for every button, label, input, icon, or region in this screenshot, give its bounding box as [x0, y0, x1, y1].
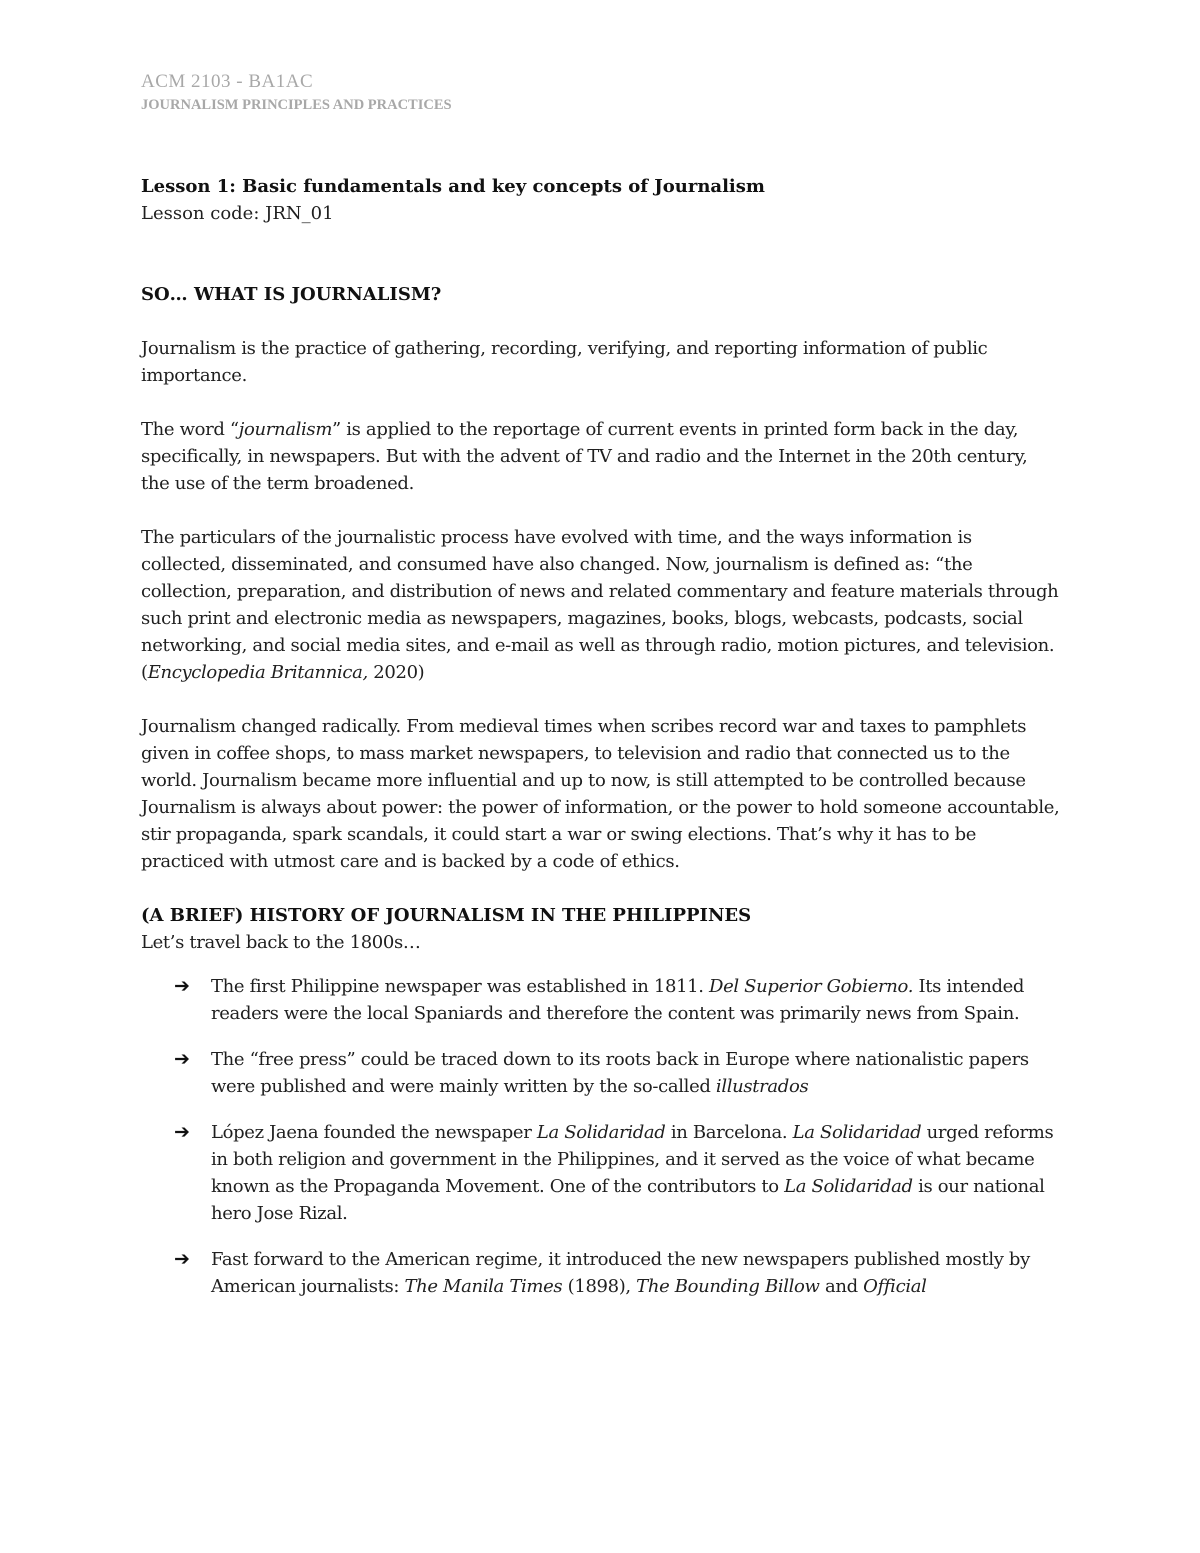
paragraph: Journalism changed radically. From medieval times when scribes record war and taxes to pamphlets given in coffee shops, to mass market newspapers, to television and radio that connected us to the world. Journalism became more influential and up to now, is still attempted to be controlled because Journalism is always about power: the power of information, or the power to hold someone accountable, stir propaganda, spark scandals, it could start a war or swing elections. That’s why it has to be practiced with utmost care and is backed by a code of ethics.	[141, 716, 1060, 872]
arrow-right-icon: ➔	[174, 1048, 190, 1070]
section-history	[141, 902, 1061, 1300]
list-item: ➔ The first Philippine newspaper was established in 1811. Del Superior Gobierno. Its intended readers were the local Spaniards and therefore the content was primarily news from Spain.	[174, 975, 1025, 1024]
section-what-is-journalism	[141, 281, 1061, 875]
document-page	[141, 70, 1061, 1319]
arrow-right-icon: ➔	[174, 975, 190, 997]
section-title: (A BRIEF) HISTORY OF JOURNALISM IN THE PHILIPPINES	[141, 905, 752, 926]
paragraph: The word “journalism” is applied to the reportage of current events in printed form back in the day, specifically, in newspapers. But with the advent of TV and radio and the Internet in the 20th century, the use of the term broadened.	[141, 419, 1028, 494]
list-item: ➔ López Jaena founded the newspaper La Solidaridad in Barcelona. La Solidaridad urged reforms in both religion and government in the Philippines, and it served as the voice of what became known as the Propaganda Movement. One of the contributors to La Solidaridad is our national hero Jose Rizal.	[174, 1121, 1054, 1224]
lesson-title: Lesson 1: Basic fundamentals and key concepts of Journalism	[141, 176, 765, 197]
lesson-heading	[141, 173, 1061, 227]
course-name: JOURNALISM PRINCIPLES AND PRACTICES	[141, 97, 452, 113]
course-code: ACM 2103 - BA1AC	[141, 71, 314, 92]
document-header	[141, 70, 1061, 116]
paragraph: The particulars of the journalistic process have evolved with time, and the ways information is collected, disseminated, and consumed have also changed. Now, journalism is defined as: “the collection, preparation, and distribution of news and related commentary and feature materials through such print and electronic media as newspapers, magazines, books, blogs, webcasts, podcasts, social networking, and social media sites, and e-mail as well as through radio, motion pictures, and television. (Encyclopedia Britannica, 2020)	[141, 527, 1059, 683]
section-title: SO… WHAT IS JOURNALISM?	[141, 284, 442, 305]
arrow-right-icon: ➔	[174, 1121, 190, 1143]
history-list	[141, 973, 1061, 1300]
lesson-code: Lesson code: JRN_01	[141, 203, 334, 224]
paragraph: Journalism is the practice of gathering, recording, verifying, and reporting information of public importance.	[141, 338, 988, 386]
list-item: ➔ The “free press” could be traced down to its roots back in Europe where nationalistic papers were published and were mainly written by the so-called illustrados	[174, 1048, 1029, 1097]
arrow-right-icon: ➔	[174, 1248, 190, 1270]
list-item: ➔ Fast forward to the American regime, it introduced the new newspapers published mostly by American journalists: The Manila Times (1898), The Bounding Billow and Official	[174, 1248, 1030, 1297]
section-intro: Let’s travel back to the 1800s…	[141, 932, 421, 953]
